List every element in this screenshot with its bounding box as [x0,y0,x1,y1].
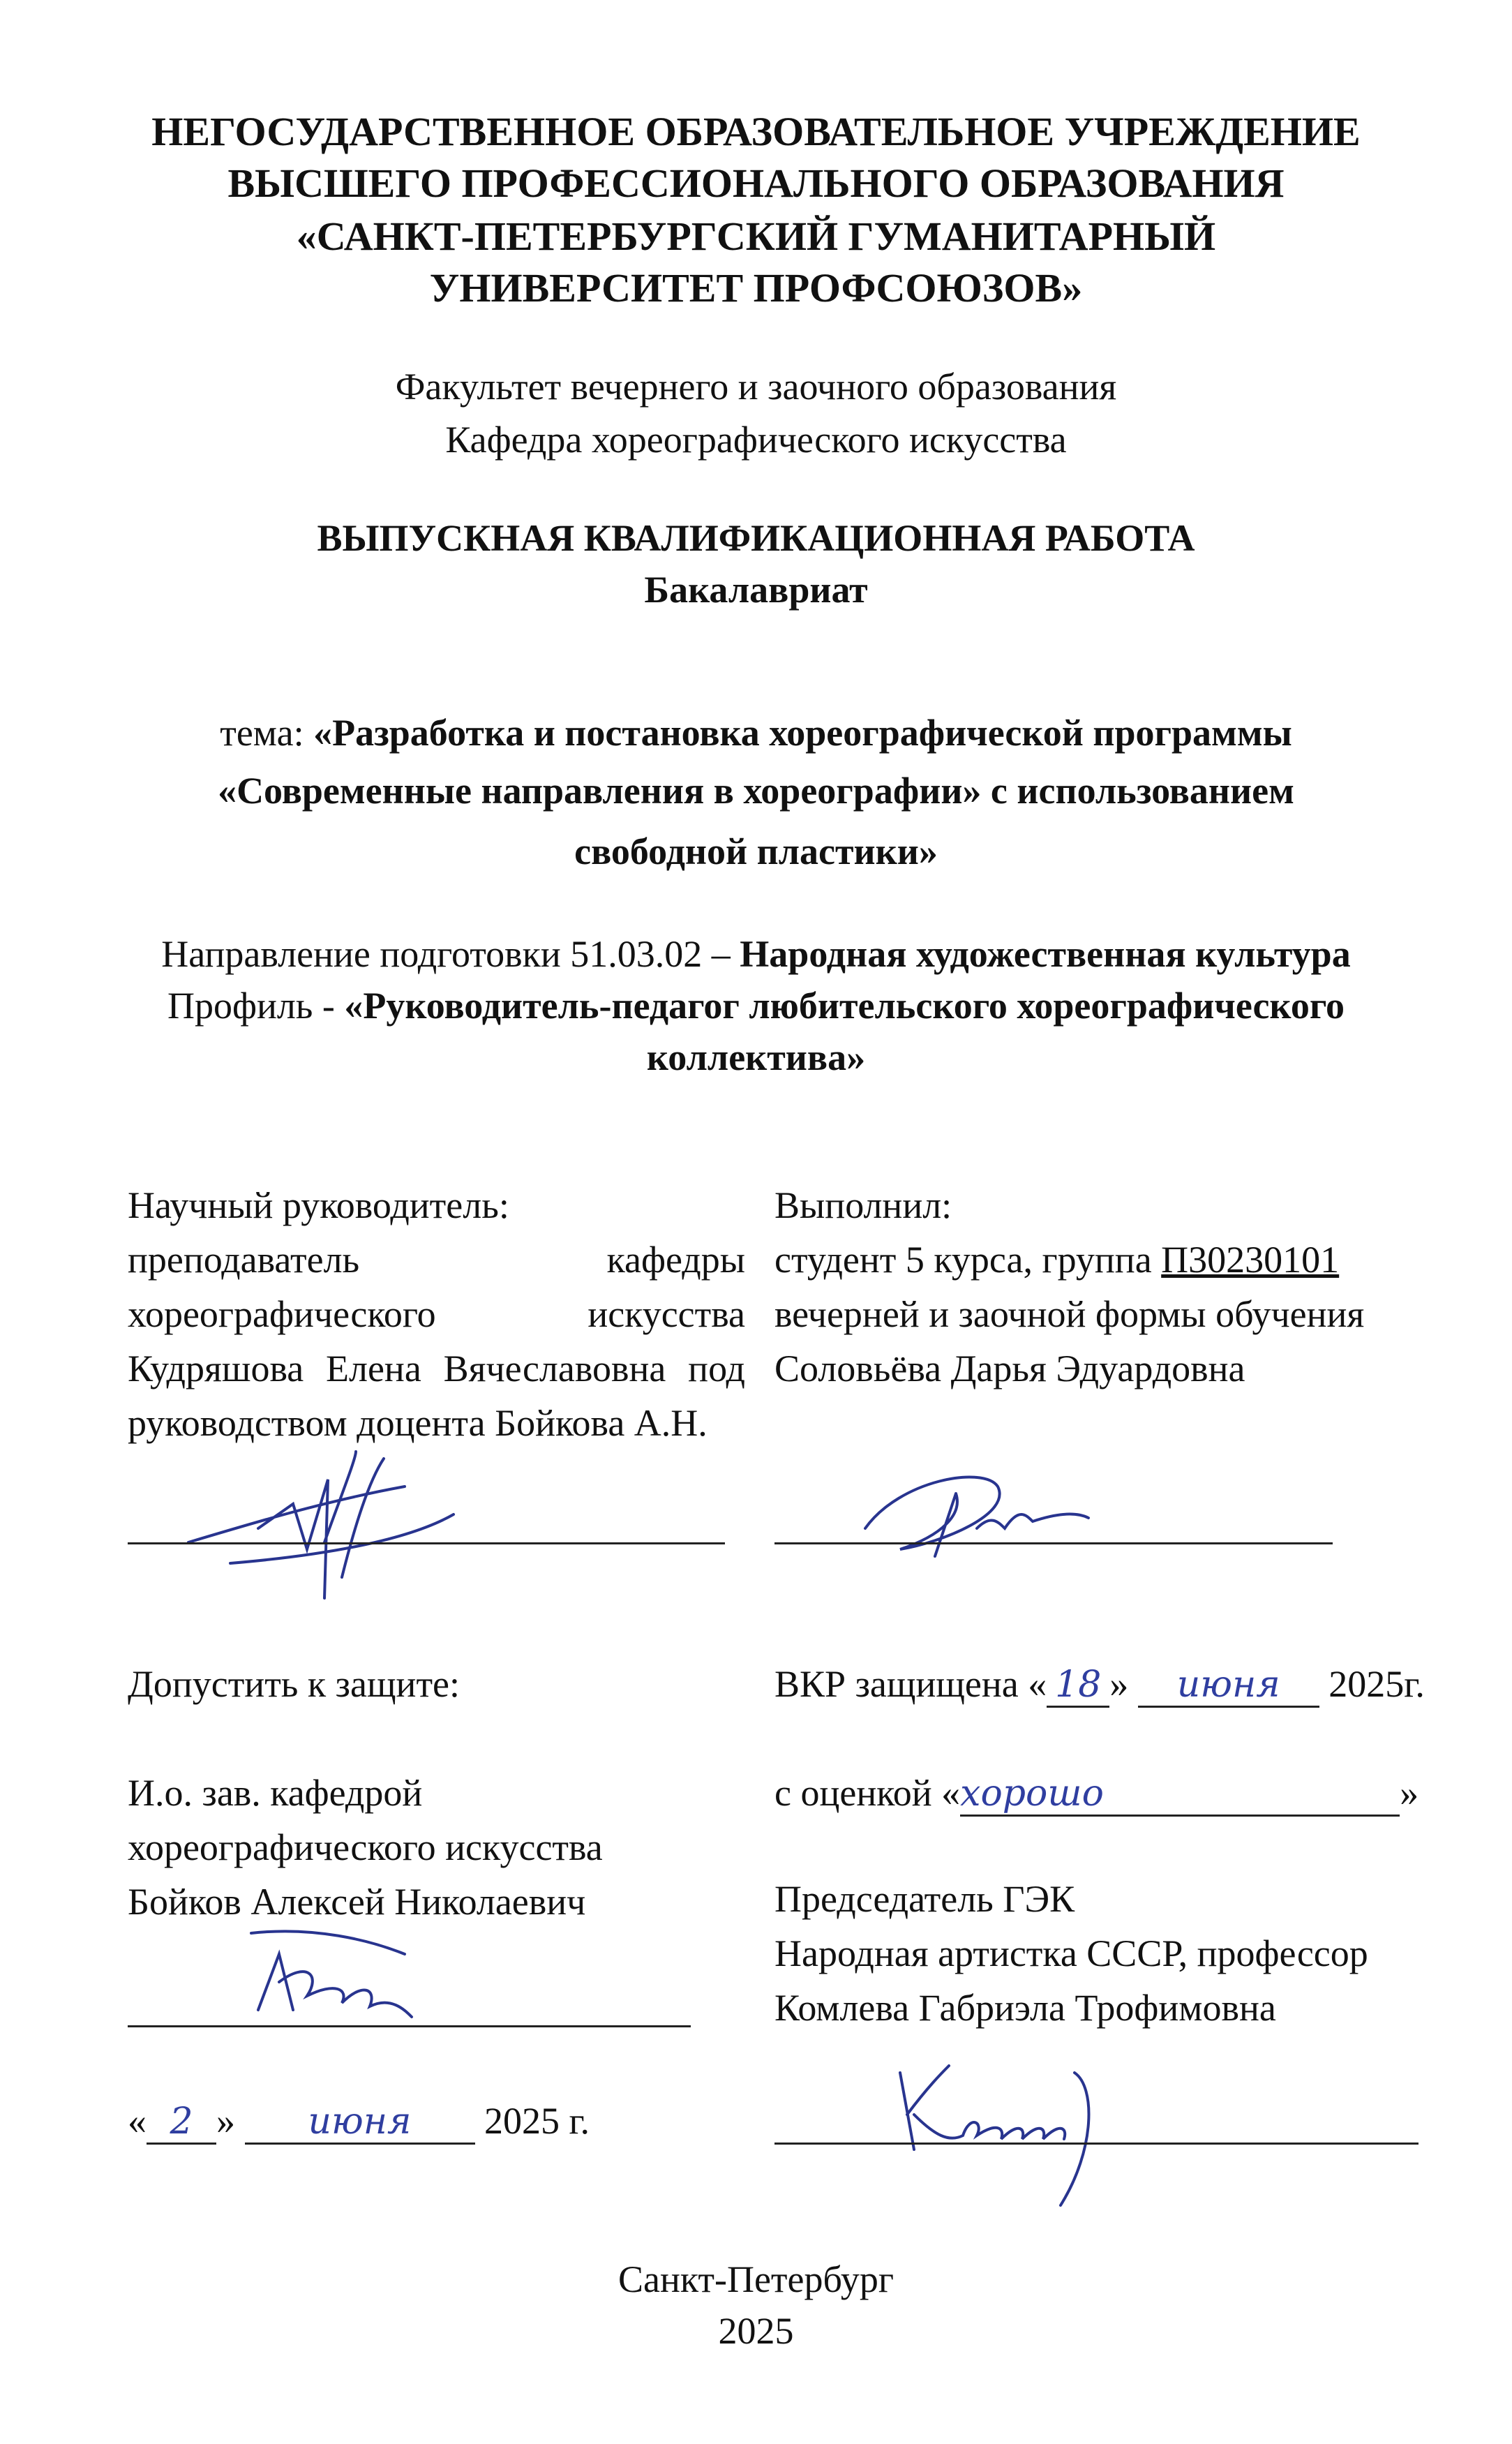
city: Санкт-Петербург [617,2258,895,2300]
defense-date [774,1657,1425,1711]
header-line: УНИВЕРСИТЕТ ПРОФСОЮЗОВ» [429,265,1083,311]
degree-level: Бакалавриат [644,569,868,611]
student-study-form: вечерней и заочной формы обучения [774,1293,1365,1335]
direction-label: Направление подготовки 51.03.02 – [161,933,740,975]
quote-close: » [216,2100,235,2142]
admission-block [128,1766,603,1929]
supervisor-block [128,1178,745,1450]
topic-line: «Разработка и постановка хореографической программы [313,712,1292,754]
quote-open: « [128,2100,147,2142]
header-line: НЕГОСУДАРСТВЕННОЕ ОБРАЗОВАТЕЛЬНОЕ УЧРЕЖДЕНИЕ [151,109,1361,154]
profile-value: коллектива» [646,1036,866,1078]
chair-block [774,1872,1368,2035]
student-group: П30230101 [1161,1239,1340,1281]
department: Кафедра хореографического искусства [445,419,1067,461]
admission-day: 2 [147,2101,216,2145]
defense-month: июня [1138,1664,1319,1708]
year: 2025 [718,2310,794,2352]
chair-name: Комлева Габриэла Трофимовна [774,1987,1276,2029]
student-course: студент 5 курса, группа [774,1239,1162,1281]
student-block [774,1178,1444,1396]
profile-value: «Руководитель-педагог любительского хореографического [344,985,1345,1027]
quote-close: » [1400,1772,1419,1814]
student-signature [858,1452,1095,1570]
chair-rank: Народная артистка СССР, профессор [774,1932,1368,1974]
topic-prefix: тема: [220,712,314,754]
defense-day: 18 [1047,1664,1109,1708]
chair-signature-line [774,2143,1419,2145]
topic-line: «Современные направления в хореографии» с использованием [218,770,1294,812]
grade-value: хорошо [960,1773,1400,1817]
supervisor-signature [174,1438,467,1619]
admission-month: июня [245,2101,475,2145]
student-name: Соловьёва Дарья Эдуардовна [774,1348,1245,1389]
supervisor-title: Научный руководитель: [128,1184,509,1226]
admission-year: 2025 г. [484,2100,590,2142]
supervisor-text: преподаватель кафедры хореографического искусства Кудряшова Елена Вячеславовна под руководством доцента Бойкова А.Н. [128,1239,745,1444]
head-position: И.о. зав. кафедрой [128,1772,423,1814]
head-signature [230,1912,440,2031]
profile-label: Профиль - [167,985,345,1027]
topic-line: свободной пластики» [574,830,938,872]
grade-label: с оценкой « [774,1772,961,1814]
work-type: ВЫПУСКНАЯ КВАЛИФИКАЦИОННАЯ РАБОТА [317,517,1195,559]
quote-close: » [1109,1663,1129,1705]
student-signature-line [774,1542,1333,1544]
admission-date [128,2094,590,2148]
defense-label: ВКР защищена « [774,1663,1047,1705]
faculty: Факультет вечернего и заочного образования [395,366,1117,408]
supervisor-signature-line [128,1542,725,1544]
header-line: ВЫСШЕГО ПРОФЕССИОНАЛЬНОГО ОБРАЗОВАНИЯ [227,161,1285,206]
student-title: Выполнил: [774,1184,952,1226]
defense-year: 2025г. [1328,1663,1425,1705]
head-department: хореографического искусства [128,1826,603,1868]
head-signature-line [128,2025,691,2027]
admission-title: Допустить к защите: [128,1663,461,1705]
head-name: Бойков Алексей Николаевич [128,1881,586,1923]
chair-signature [886,2045,1137,2219]
direction-value: Народная художественная культура [740,933,1351,975]
defense-grade [774,1766,1419,1820]
chair-title: Председатель ГЭК [774,1878,1075,1920]
header-line: «САНКТ-ПЕТЕРБУРГСКИЙ ГУМАНИТАРНЫЙ [296,214,1216,259]
